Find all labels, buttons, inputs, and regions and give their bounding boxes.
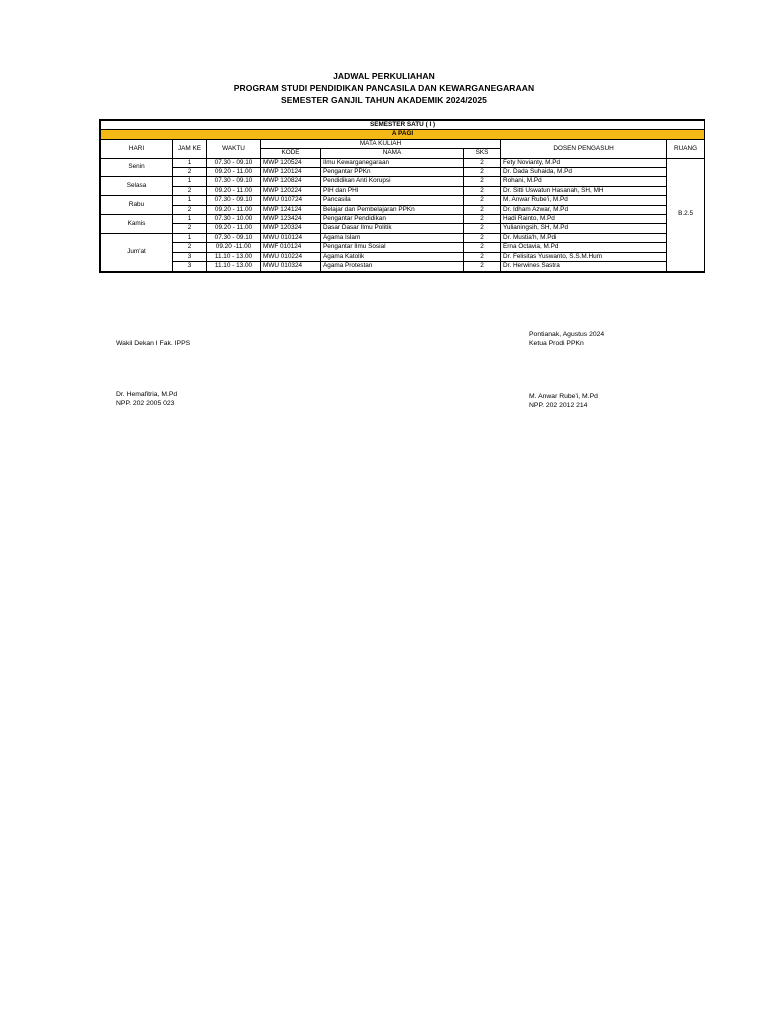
kode-cell: MWP 120324: [261, 224, 321, 233]
sks-cell: 2: [464, 158, 501, 167]
dosen-cell: Dr. Sitti Uswatun Hasanah, SH, MH: [501, 186, 667, 195]
sks-cell: 2: [464, 215, 501, 224]
header-jam-ke: JAM KE: [173, 139, 207, 158]
schedule-row: [101, 186, 705, 195]
waktu-cell: 09.20 -11.00: [207, 243, 261, 252]
schedule-table: [100, 120, 705, 272]
schedule-row: [101, 168, 705, 177]
nama-cell: Dasar Dasar Ilmu Politik: [321, 224, 464, 233]
waktu-cell: 09.20 - 11.00: [207, 168, 261, 177]
jam-cell: 3: [173, 262, 207, 271]
kode-cell: MWP 123424: [261, 215, 321, 224]
nama-cell: Agama Katolik: [321, 252, 464, 261]
nama-cell: Agama Islam: [321, 233, 464, 242]
schedule-row: [101, 262, 705, 271]
schedule-row: [101, 205, 705, 214]
nama-cell: Pengantar Ilmu Sosial: [321, 243, 464, 252]
header-mata-kuliah: MATA KULIAH: [261, 139, 501, 148]
header-hari: HARI: [101, 139, 173, 158]
waktu-cell: 09.20 - 11.00: [207, 205, 261, 214]
kode-cell: MWF 010124: [261, 243, 321, 252]
schedule-table-frame: [99, 119, 705, 273]
nama-cell: Pendidikan Anti Korupsi: [321, 177, 464, 186]
jam-cell: 1: [173, 215, 207, 224]
header-ruang: RUANG: [667, 139, 705, 158]
nama-cell: PIH dan PHI: [321, 186, 464, 195]
schedule-row: [101, 215, 705, 224]
schedule-row: [101, 243, 705, 252]
day-cell: Rabu: [101, 196, 173, 215]
header-sks: SKS: [464, 149, 501, 158]
sks-cell: 2: [464, 262, 501, 271]
nama-cell: Belajar dan Pembelajaran PPKn: [321, 205, 464, 214]
waktu-cell: 07.30 - 09.10: [207, 158, 261, 167]
schedule-row: [101, 252, 705, 261]
jam-cell: 1: [173, 196, 207, 205]
semester-label: SEMESTER SATU ( I ): [101, 121, 705, 130]
dosen-cell: Dr. Mustia'h, M.Pdi: [501, 233, 667, 242]
dosen-cell: Rohani, M.Pd: [501, 177, 667, 186]
jam-cell: 2: [173, 224, 207, 233]
schedule-row: [101, 158, 705, 167]
sks-cell: 2: [464, 205, 501, 214]
header-nama: NAMA: [321, 149, 464, 158]
waktu-cell: 09.20 - 11.00: [207, 186, 261, 195]
left-signature-name: Dr. Hemafitria, M.Pd: [116, 391, 178, 398]
dosen-cell: Fety Novianty, M.Pd: [501, 158, 667, 167]
waktu-cell: 07.30 - 09.10: [207, 233, 261, 242]
nama-cell: Pengantar Pendidikan: [321, 215, 464, 224]
kode-cell: MWP 120124: [261, 168, 321, 177]
left-signature-npp: NPP. 202 2005 023: [116, 400, 175, 407]
schedule-row: [101, 196, 705, 205]
sks-cell: 2: [464, 168, 501, 177]
title-line-1: JADWAL PERKULIAHAN: [333, 71, 435, 81]
right-signature-name: M. Anwar Rube'i, M.Pd: [529, 393, 598, 400]
sks-cell: 2: [464, 196, 501, 205]
jam-cell: 2: [173, 168, 207, 177]
kode-cell: MWU 010124: [261, 233, 321, 242]
room-cell: B.2.5: [667, 158, 705, 271]
sks-cell: 2: [464, 233, 501, 242]
day-cell: Senin: [101, 158, 173, 177]
kode-cell: MWP 120224: [261, 186, 321, 195]
sks-cell: 2: [464, 177, 501, 186]
jam-cell: 3: [173, 252, 207, 261]
dosen-cell: Erna Octavia, M.Pd: [501, 243, 667, 252]
waktu-cell: 07.30 - 09.10: [207, 177, 261, 186]
dosen-cell: Dr. Herwines Sastra: [501, 262, 667, 271]
kode-cell: MWU 010724: [261, 196, 321, 205]
sks-cell: 2: [464, 243, 501, 252]
sks-cell: 2: [464, 224, 501, 233]
kode-cell: MWU 010324: [261, 262, 321, 271]
header-waktu: WAKTU: [207, 139, 261, 158]
schedule-row: [101, 177, 705, 186]
semester-band: [101, 121, 705, 130]
day-cell: Jum'at: [101, 233, 173, 271]
nama-cell: Ilmu Kewarganegaraan: [321, 158, 464, 167]
schedule-row: [101, 224, 705, 233]
kode-cell: MWP 124124: [261, 205, 321, 214]
dosen-cell: Dr. Idham Azwar, M.Pd: [501, 205, 667, 214]
kode-cell: MWP 120824: [261, 177, 321, 186]
day-cell: Selasa: [101, 177, 173, 196]
right-signature-role: Ketua Prodi PPKn: [529, 340, 584, 347]
day-cell: Kamis: [101, 215, 173, 234]
dosen-cell: Yulianingsih, SH, M.Pd: [501, 224, 667, 233]
right-signature-place-date: Pontianak, Agustus 2024: [529, 331, 605, 338]
header-row-1: [101, 139, 705, 148]
header-dosen: DOSEN PENGASUH: [501, 139, 667, 158]
session-label: A PAGI: [101, 130, 705, 139]
schedule-row: [101, 233, 705, 242]
document-title: [0, 70, 768, 106]
dosen-cell: M. Anwar Rube'i, M.Pd: [501, 196, 667, 205]
title-line-3: SEMESTER GANJIL TAHUN AKADEMIK 2024/2025: [280, 95, 487, 105]
left-signature-role: Wakil Dekan I Fak. IPPS: [116, 340, 191, 347]
waktu-cell: 07.30 - 09.10: [207, 196, 261, 205]
nama-cell: Agama Protestan: [321, 262, 464, 271]
nama-cell: Pengantar PPKn: [321, 168, 464, 177]
sks-cell: 2: [464, 186, 501, 195]
kode-cell: MWU 010224: [261, 252, 321, 261]
jam-cell: 1: [173, 158, 207, 167]
jam-cell: 2: [173, 243, 207, 252]
jam-cell: 1: [173, 233, 207, 242]
jam-cell: 1: [173, 177, 207, 186]
right-signature-npp: NPP. 202 2012 214: [529, 402, 588, 409]
dosen-cell: Dr. Dada Suhaida, M.Pd: [501, 168, 667, 177]
nama-cell: Pancasila: [321, 196, 464, 205]
waktu-cell: 11.10 - 13.00: [207, 262, 261, 271]
title-line-2: PROGRAM STUDI PENDIDIKAN PANCASILA DAN KEWARGANEGARAAN: [233, 83, 535, 93]
waktu-cell: 07.30 - 10.00: [207, 215, 261, 224]
kode-cell: MWP 120524: [261, 158, 321, 167]
dosen-cell: Hadi Rainto, M.Pd: [501, 215, 667, 224]
sks-cell: 2: [464, 252, 501, 261]
dosen-cell: Dr. Felisitas Yuswanto, S.S.M.Hum: [501, 252, 667, 261]
jam-cell: 2: [173, 205, 207, 214]
session-band: [101, 130, 705, 139]
jam-cell: 2: [173, 186, 207, 195]
waktu-cell: 09.20 - 11.00: [207, 224, 261, 233]
header-kode: KODE: [261, 149, 321, 158]
waktu-cell: 11.10 - 13.00: [207, 252, 261, 261]
